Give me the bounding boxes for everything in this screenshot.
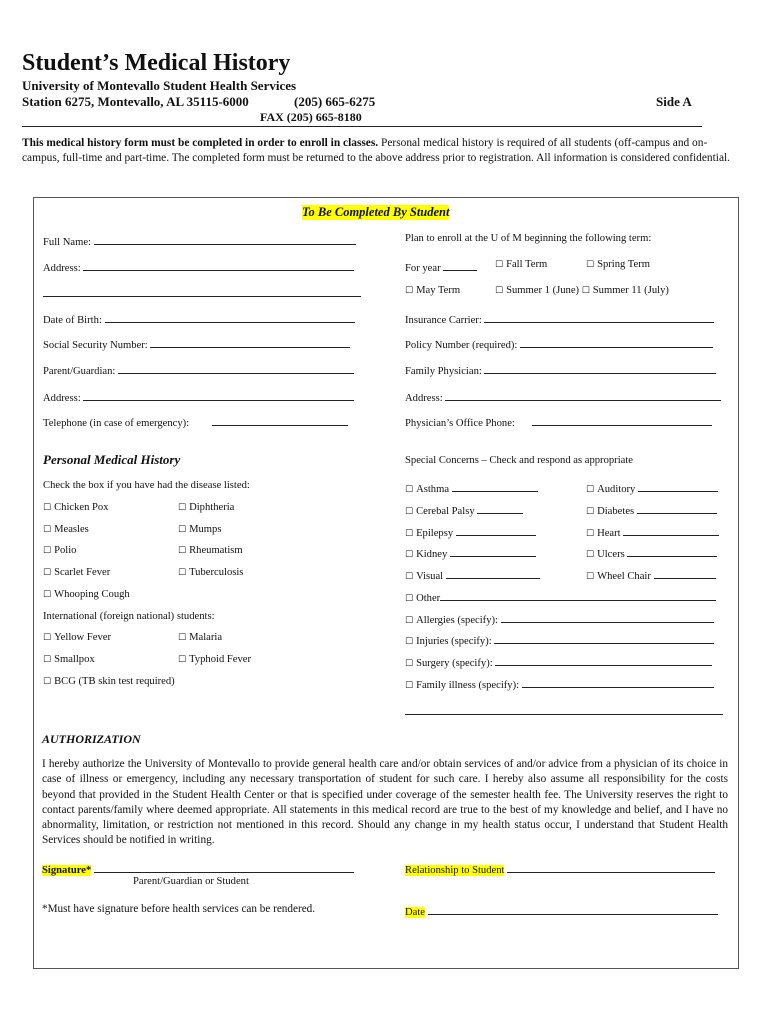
relationship-field[interactable]	[507, 861, 715, 873]
may-term-label: May Term	[416, 285, 461, 296]
checkbox-icon[interactable]: ☐	[178, 546, 187, 556]
guardian-row[interactable]	[43, 362, 354, 377]
disease-label: Malaria	[189, 632, 223, 643]
fall-term-label: Fall Term	[506, 259, 548, 270]
side-label: Side A	[656, 94, 692, 109]
checkbox-icon[interactable]: ☐	[43, 568, 52, 578]
full-name-label: Full Name:	[43, 237, 91, 248]
address-line2[interactable]	[43, 285, 361, 300]
disease-scarlet-fever[interactable]	[43, 567, 110, 578]
concern-field[interactable]	[623, 524, 719, 536]
disease-label: Scarlet Fever	[54, 567, 111, 578]
physician-address-label: Address:	[405, 393, 443, 404]
concern-label: Epilepsy	[416, 528, 454, 539]
ssn-label: Social Security Number:	[43, 340, 148, 351]
date-field[interactable]	[428, 903, 718, 915]
policy-field[interactable]	[520, 336, 713, 348]
concern-kidney[interactable]	[405, 545, 536, 560]
checkbox-icon[interactable]: ☐	[405, 659, 414, 669]
checkbox-icon[interactable]: ☐	[405, 529, 414, 539]
checkbox-icon[interactable]: ☐	[586, 572, 595, 582]
checkbox-icon[interactable]: ☐	[405, 594, 414, 604]
telephone-field[interactable]	[212, 414, 348, 426]
intro-bold: This medical history form must be completed in order to enroll in classes.	[22, 137, 379, 149]
medical-instructions: Check the box if you have had the disease listed:	[43, 480, 250, 491]
concern-field[interactable]	[405, 703, 723, 715]
disease-label: Tuberculosis	[189, 567, 244, 578]
concern-ulcers[interactable]	[586, 545, 717, 560]
disease-chicken-pox[interactable]	[43, 502, 109, 513]
signature-label: Signature*	[42, 865, 92, 876]
concern-surgery[interactable]	[405, 654, 712, 669]
checkbox-icon[interactable]: ☐	[586, 485, 595, 495]
dob-label: Date of Birth:	[43, 315, 102, 326]
concern-allergies[interactable]	[405, 611, 714, 626]
disease-smallpox[interactable]	[43, 654, 95, 665]
disease-label: BCG (TB skin test required)	[54, 676, 175, 687]
insurance-field[interactable]	[484, 311, 714, 323]
physician-row[interactable]	[405, 362, 716, 377]
concern-epilepsy[interactable]	[405, 524, 536, 539]
concern-label: Allergies (specify):	[416, 615, 498, 626]
telephone-row[interactable]	[43, 414, 348, 429]
relationship-row[interactable]	[405, 861, 715, 876]
authorization-heading: AUTHORIZATION	[42, 732, 141, 746]
checkbox-icon[interactable]: ☐	[581, 286, 590, 296]
checkbox-icon[interactable]: ☐	[43, 525, 52, 535]
disease-label: Polio	[54, 545, 77, 556]
concern-label: Cerebal Palsy	[416, 506, 475, 517]
concern-label: Surgery (specify):	[416, 658, 493, 669]
policy-label: Policy Number (required):	[405, 340, 518, 351]
for-year-field[interactable]	[443, 259, 477, 271]
physician-address-field[interactable]	[445, 389, 721, 401]
telephone-label: Telephone (in case of emergency):	[43, 418, 190, 429]
authorization-text: I hereby authorize the University of Montevallo to provide general health care and/or obtain services of and/or advice from a physician of its choice in case of illness or emergency, including any necessary transportation of student for such care. I hereby also assume all responsibility for the costs beyond that provided in the Student Health Center or that is specified under coverage of the semester health fee. The University reserves the right to contact parents/family where deemed appropriate. All statements in this medical record are true to the best of my knowledge and belief, and I have no abnormality, limitation, or restriction not mentioned in this record. Should any change in my health status occur, I understand that Student Health Services should be notified in writing.	[42, 758, 728, 847]
checkbox-icon[interactable]: ☐	[405, 572, 414, 582]
medical-heading: Personal Medical History	[43, 452, 181, 467]
date-row[interactable]	[405, 903, 718, 918]
spring-term-label: Spring Term	[597, 259, 650, 270]
checkbox-icon[interactable]: ☐	[586, 550, 595, 560]
checkbox-icon[interactable]: ☐	[586, 529, 595, 539]
address2-row[interactable]	[43, 389, 354, 404]
disease-label: Whooping Cough	[54, 589, 130, 600]
signature-note: *Must have signature before health services can be rendered.	[42, 903, 316, 915]
guardian-label: Parent/Guardian:	[43, 366, 116, 377]
office-phone-row[interactable]	[405, 414, 712, 429]
concern-label: Injuries (specify):	[416, 636, 492, 647]
special-heading: Special Concerns – Check and respond as appropriate	[405, 455, 633, 466]
disease-label: Rheumatism	[189, 545, 243, 556]
international-label: International (foreign national) students:	[43, 611, 215, 622]
disease-rheumatism[interactable]	[178, 545, 243, 556]
concern-label: Other	[416, 593, 441, 604]
concern-field[interactable]	[522, 676, 714, 688]
concern-label: Diabetes	[597, 506, 635, 517]
disease-measles[interactable]	[43, 524, 89, 535]
disease-malaria[interactable]	[178, 632, 222, 643]
concern-field[interactable]	[456, 524, 536, 536]
address-row[interactable]	[43, 259, 354, 274]
concern-field[interactable]	[637, 502, 717, 514]
signature-sub: Parent/Guardian or Student	[133, 876, 249, 887]
checkbox-icon[interactable]: ☐	[43, 677, 52, 687]
concern-label: Kidney	[416, 549, 448, 560]
checkbox-icon[interactable]: ☐	[405, 485, 414, 495]
disease-polio[interactable]	[43, 545, 76, 556]
disease-label: Chicken Pox	[54, 502, 109, 513]
disease-label: Diphtheria	[189, 502, 235, 513]
concern-label: Auditory	[597, 484, 636, 495]
office-phone-field[interactable]	[532, 414, 712, 426]
intro-paragraph	[22, 136, 737, 166]
signature-field[interactable]	[94, 861, 354, 873]
disease-diphtheria[interactable]	[178, 502, 234, 513]
concern-field[interactable]	[494, 632, 714, 644]
insurance-label: Insurance Carrier:	[405, 315, 482, 326]
concern-diabetes[interactable]	[586, 502, 717, 517]
checkbox-icon[interactable]: ☐	[43, 590, 52, 600]
checkbox-icon[interactable]: ☐	[178, 525, 187, 535]
full-name-field[interactable]	[94, 233, 356, 245]
physician-field[interactable]	[484, 362, 716, 374]
checkbox-icon[interactable]: ☐	[43, 503, 52, 513]
full-name-row[interactable]	[43, 233, 356, 248]
intro-rest: Personal medical history is required of all students (off-campus and on-campus, full-time and part-time. The completed form must be returned to the above address prior to registration. All information is considered confidential.	[22, 137, 731, 164]
concern-injuries[interactable]	[405, 632, 714, 647]
relationship-label: Relationship to Student	[405, 865, 505, 876]
disease-label: Measles	[54, 524, 89, 535]
disease-label: Typhoid Fever	[189, 654, 252, 665]
concern-heart[interactable]	[586, 524, 719, 539]
concern-field[interactable]	[477, 502, 523, 514]
ssn-field[interactable]	[150, 336, 350, 348]
checkbox-icon[interactable]: ☐	[405, 637, 414, 647]
for-year-row[interactable]	[405, 259, 477, 274]
summer2-label: Summer 11 (July)	[592, 285, 669, 296]
concern-asthma[interactable]	[405, 480, 538, 495]
spring-term-option[interactable]	[586, 259, 650, 270]
checkbox-icon[interactable]: ☐	[405, 507, 414, 517]
address2-label: Address:	[43, 393, 81, 404]
checkbox-icon[interactable]: ☐	[495, 260, 504, 270]
concern-auditory[interactable]	[586, 480, 718, 495]
concern-extra-line[interactable]	[405, 703, 723, 718]
address-field-2[interactable]	[43, 285, 361, 297]
concern-field[interactable]	[495, 654, 712, 666]
disease-label: Mumps	[189, 524, 222, 535]
guardian-field[interactable]	[118, 362, 354, 374]
checkbox-icon[interactable]: ☐	[405, 286, 414, 296]
for-year-label: For year	[405, 263, 441, 274]
signature-row[interactable]	[42, 861, 354, 876]
concern-family-illness[interactable]	[405, 676, 714, 691]
concern-label: Asthma	[416, 484, 450, 495]
checkbox-icon[interactable]: ☐	[178, 503, 187, 513]
checkbox-icon[interactable]: ☐	[43, 655, 52, 665]
disease-bcg[interactable]	[43, 676, 175, 687]
form-heading: To Be Completed By Student	[302, 205, 450, 219]
policy-row[interactable]	[405, 336, 713, 351]
header-divider	[22, 126, 702, 127]
disease-tuberculosis[interactable]	[178, 567, 243, 578]
dob-row[interactable]	[43, 311, 355, 326]
office-phone-label: Physician’s Office Phone:	[405, 418, 515, 429]
date-label: Date	[405, 907, 425, 918]
org-phone: (205) 665-6275	[294, 94, 376, 109]
summer1-label: Summer 1 (June)	[506, 285, 580, 296]
concern-field[interactable]	[654, 567, 716, 579]
concern-other[interactable]	[405, 589, 716, 604]
fall-term-option[interactable]	[495, 259, 547, 270]
concern-cerebal-palsy[interactable]	[405, 502, 523, 517]
concern-field[interactable]	[638, 480, 718, 492]
concern-label: Visual	[416, 571, 444, 582]
page-title: Student’s Medical History	[22, 50, 291, 76]
checkbox-icon[interactable]: ☐	[586, 260, 595, 270]
checkbox-icon[interactable]: ☐	[178, 655, 187, 665]
concern-field[interactable]	[446, 567, 540, 579]
plan-label: Plan to enroll at the U of M beginning the following term:	[405, 233, 652, 244]
summer1-option[interactable]	[495, 285, 669, 296]
org-fax: FAX (205) 665-8180	[260, 110, 362, 124]
checkbox-icon[interactable]: ☐	[405, 616, 414, 626]
org-address: Station 6275, Montevallo, AL 35115-6000	[22, 94, 249, 109]
address-field[interactable]	[83, 259, 354, 271]
checkbox-icon[interactable]: ☐	[43, 633, 52, 643]
concern-field[interactable]	[627, 545, 717, 557]
concern-wheel-chair[interactable]	[586, 567, 716, 582]
address-label: Address:	[43, 263, 81, 274]
checkbox-icon[interactable]: ☐	[178, 633, 187, 643]
disease-label: Yellow Fever	[54, 632, 111, 643]
physician-address-row[interactable]	[405, 389, 721, 404]
disease-whooping-cough[interactable]	[43, 589, 130, 600]
checkbox-icon[interactable]: ☐	[495, 286, 504, 296]
disease-label: Smallpox	[54, 654, 95, 665]
checkbox-icon[interactable]: ☐	[178, 568, 187, 578]
concern-field[interactable]	[452, 480, 538, 492]
disease-mumps[interactable]	[178, 524, 221, 535]
concern-visual[interactable]	[405, 567, 540, 582]
org-name: University of Montevallo Student Health Services	[22, 78, 297, 93]
dob-field[interactable]	[105, 311, 355, 323]
concern-label: Wheel Chair	[597, 571, 651, 582]
checkbox-icon[interactable]: ☐	[586, 507, 595, 517]
checkbox-icon[interactable]: ☐	[405, 550, 414, 560]
may-term-option[interactable]	[405, 285, 460, 296]
concern-field[interactable]	[440, 589, 716, 601]
insurance-row[interactable]	[405, 311, 714, 326]
disease-yellow-fever[interactable]	[43, 632, 111, 643]
address2-field[interactable]	[83, 389, 354, 401]
disease-typhoid-fever[interactable]	[178, 654, 251, 665]
concern-label: Heart	[597, 528, 621, 539]
concern-label: Family illness (specify):	[416, 680, 520, 691]
concern-label: Ulcers	[597, 549, 625, 560]
physician-label: Family Physician:	[405, 366, 482, 377]
concern-field[interactable]	[450, 545, 536, 557]
ssn-row[interactable]	[43, 336, 350, 351]
checkbox-icon[interactable]: ☐	[405, 681, 414, 691]
checkbox-icon[interactable]: ☐	[43, 546, 52, 556]
concern-field[interactable]	[501, 611, 714, 623]
